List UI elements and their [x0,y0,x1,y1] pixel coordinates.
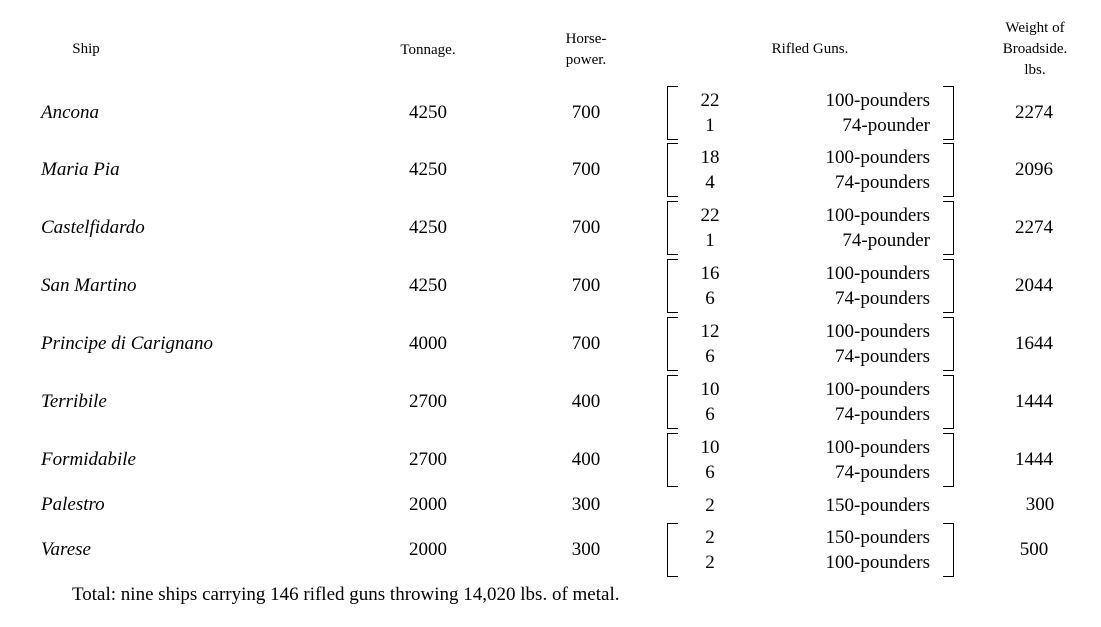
gun-count: 2 [705,495,715,516]
header-ship: Ship [72,41,100,57]
ship-name: Ancona [41,102,100,123]
horsepower-cell: 700 [571,159,601,180]
broadside-cell: 2096 [1015,159,1053,180]
gun-type: 150-pounders [825,495,930,516]
broadside-cell: 1644 [1015,333,1053,354]
gun-type: 100-pounders [825,379,930,400]
header-broadside-line-2: Broadside. [1002,41,1068,57]
ship-name: Formidabile [41,449,136,470]
tonnage-cell: 2000 [409,539,447,560]
gun-count: 10 [700,437,720,458]
tonnage-cell: 4250 [409,102,447,123]
gun-type: 74-pounders [835,462,930,483]
header-broadside-line-1: Weight of [1005,20,1065,36]
horsepower-cell: 300 [571,494,601,515]
ship-name: Castelfidardo [41,217,145,238]
gun-count: 22 [700,90,720,111]
horsepower-cell: 700 [571,275,601,296]
broadside-cell: 2274 [1015,102,1053,123]
bracket-right [943,317,954,371]
broadside-cell: 2274 [1015,217,1053,238]
gun-type: 74-pounder [842,230,930,251]
bracket-right [943,375,954,429]
broadside-cell: 500 [1019,539,1049,560]
horsepower-cell: 300 [571,539,601,560]
gun-type: 100-pounders [825,321,930,342]
gun-count: 2 [705,527,715,548]
tonnage-cell: 4250 [409,275,447,296]
bracket-left [667,523,678,577]
gun-type: 74-pounders [835,404,930,425]
gun-count: 10 [700,379,720,400]
bracket-left [667,375,678,429]
bracket-right [943,143,954,197]
tonnage-cell: 4250 [409,217,447,238]
tonnage-cell: 2700 [409,449,447,470]
gun-type: 100-pounders [825,147,930,168]
header-rifled-guns: Rifled Guns. [771,41,849,57]
bracket-left [667,143,678,197]
gun-count: 6 [705,288,715,309]
gun-type: 74-pounders [835,346,930,367]
horsepower-cell: 700 [571,217,601,238]
gun-count: 16 [700,263,720,284]
gun-count: 6 [705,346,715,367]
gun-type: 100-pounders [825,552,930,573]
horsepower-cell: 400 [571,449,601,470]
tonnage-cell: 2700 [409,391,447,412]
horsepower-cell: 400 [571,391,601,412]
gun-count: 6 [705,462,715,483]
gun-count: 4 [705,172,715,193]
gun-type: 74-pounders [835,288,930,309]
ship-name: Varese [41,539,91,560]
gun-count: 22 [700,205,720,226]
horsepower-cell: 700 [571,102,601,123]
gun-count: 2 [705,552,715,573]
gun-type: 74-pounders [835,172,930,193]
gun-type: 74-pounder [842,115,930,136]
header-horsepower [546,29,626,71]
bracket-right [943,86,954,140]
gun-count: 6 [705,404,715,425]
gun-count: 18 [700,147,720,168]
ship-name: Palestro [41,494,105,515]
broadside-cell: 1444 [1015,449,1053,470]
gun-type: 150-pounders [825,527,930,548]
gun-count: 12 [700,321,720,342]
ship-name: Terribile [41,391,107,412]
header-broadside [990,18,1080,81]
bracket-left [667,201,678,255]
broadside-cell: 1444 [1015,391,1053,412]
bracket-right [943,201,954,255]
ship-name: Maria Pia [41,159,120,180]
bracket-right [943,433,954,487]
horsepower-cell: 700 [571,333,601,354]
header-horsepower-line-2: power. [565,52,607,68]
broadside-cell: 300 [1025,494,1055,515]
gun-type: 100-pounders [825,90,930,111]
total-note: Total: nine ships carrying 146 rifled guns throwing 14,020 lbs. of metal. [72,584,620,605]
bracket-left [667,317,678,371]
header-tonnage: Tonnage. [400,42,456,58]
gun-count: 1 [705,230,715,251]
tonnage-cell: 4250 [409,159,447,180]
gun-type: 100-pounders [825,263,930,284]
gun-count: 1 [705,115,715,136]
bracket-right [943,259,954,313]
ship-name: Principe di Carignano [41,333,214,354]
header-broadside-line-3: lbs. [1024,62,1046,78]
bracket-left [667,433,678,487]
gun-type: 100-pounders [825,437,930,458]
bracket-right [943,523,954,577]
broadside-cell: 2044 [1015,275,1053,296]
bracket-left [667,86,678,140]
tonnage-cell: 4000 [409,333,447,354]
tonnage-cell: 2000 [409,494,447,515]
header-horsepower-line-1: Horse- [565,31,607,47]
bracket-left [667,259,678,313]
gun-type: 100-pounders [825,205,930,226]
ship-name: San Martino [41,275,137,296]
